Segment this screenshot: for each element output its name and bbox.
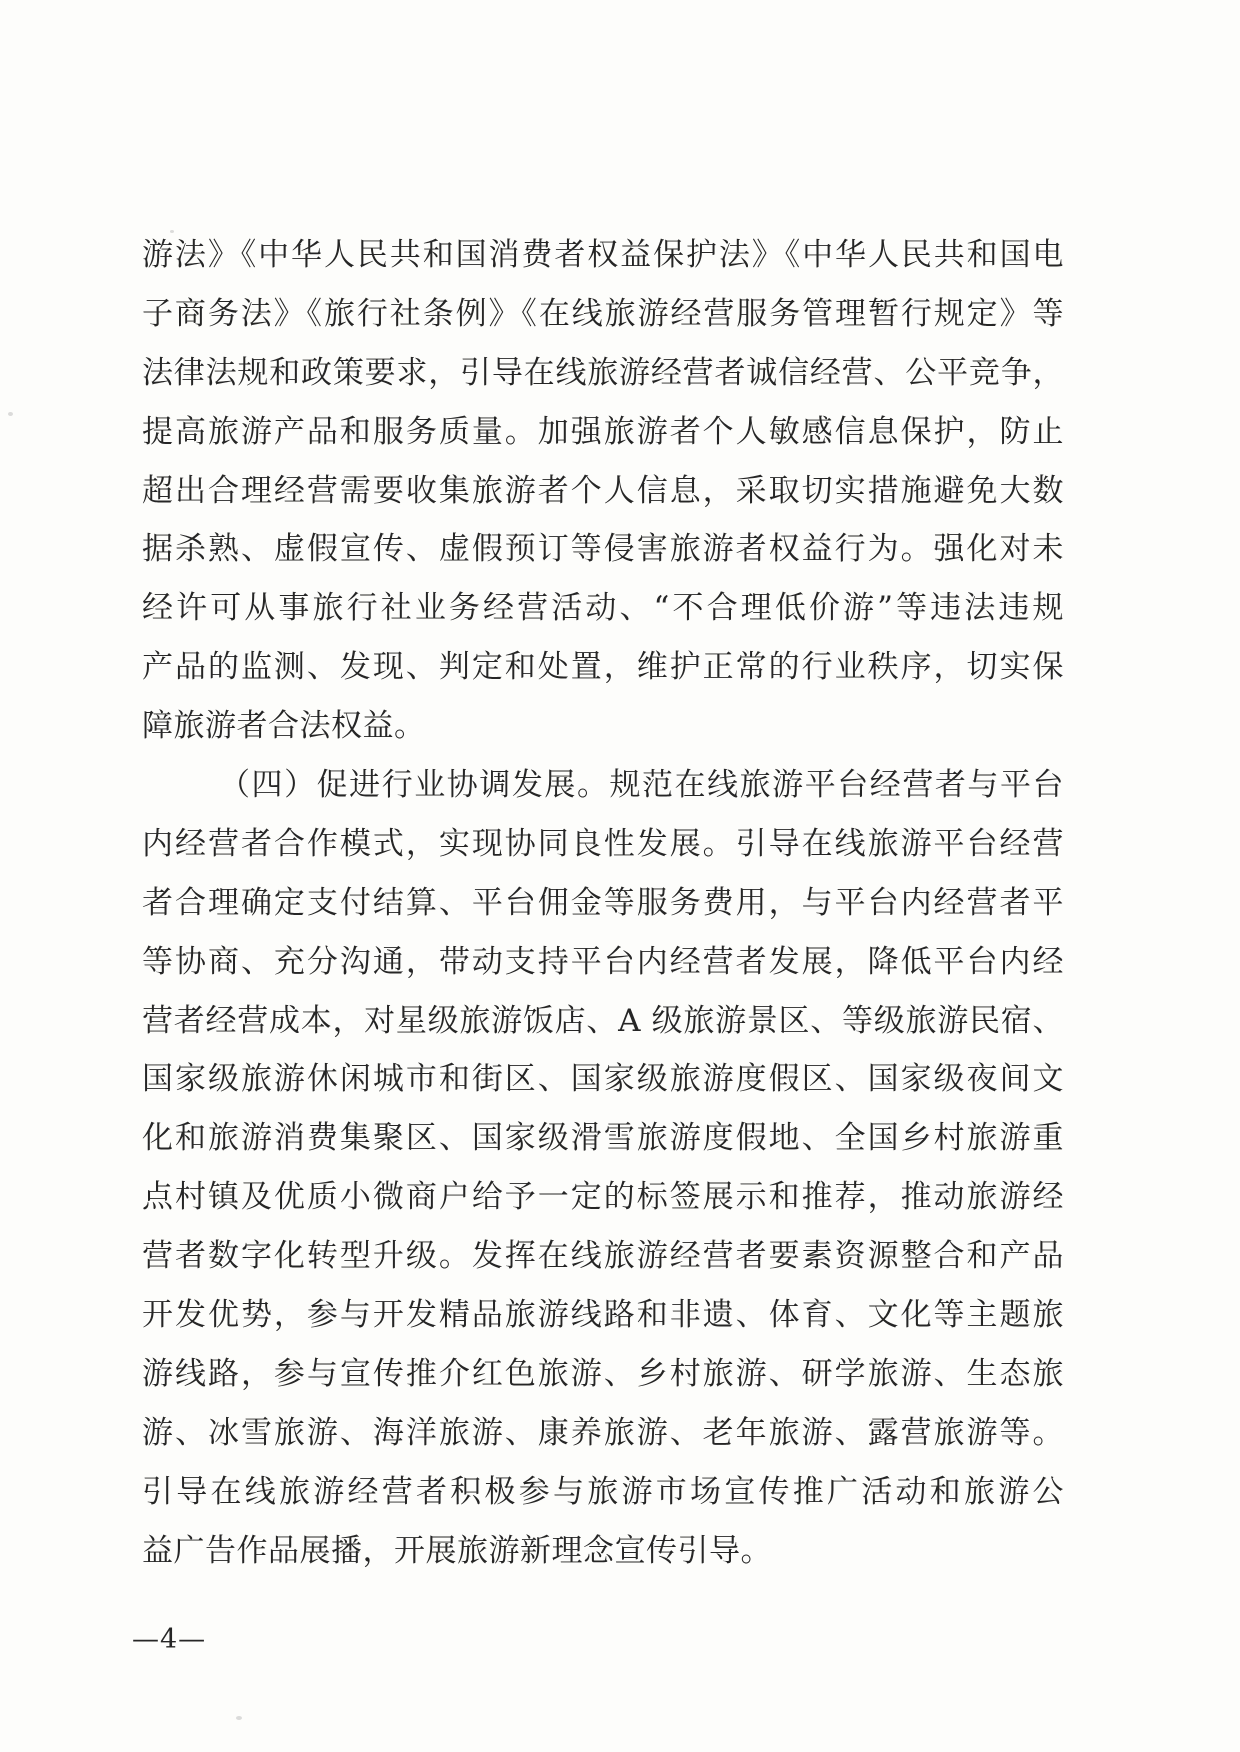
text-line: 国家级旅游休闲城市和街区、国家级旅游度假区、国家级夜间文 — [142, 1061, 1064, 1098]
text-line: 内经营者合作模式，实现协同良性发展。引导在线旅游平台经营 — [142, 825, 1064, 862]
page-number: —4— — [132, 1624, 207, 1655]
document-body — [142, 226, 1064, 1580]
text-line: 游线路，参与宣传推介红色旅游、乡村旅游、研学旅游、生态旅 — [142, 1355, 1064, 1392]
text-line: 引导在线旅游经营者积极参与旅游市场宣传推广活动和旅游公 — [142, 1473, 1064, 1510]
text-line paragraph-end: 益广告作品展播，开展旅游新理念宣传引导。 — [142, 1532, 772, 1569]
text-line: 法律法规和政策要求，引导在线旅游经营者诚信经营、公平竞争， — [142, 354, 1064, 391]
text-line: 等协商、充分沟通，带动支持平台内经营者发展，降低平台内经 — [142, 943, 1064, 980]
text-line: 营者数字化转型升级。发挥在线旅游经营者要素资源整合和产品 — [142, 1238, 1064, 1275]
text-line: 游、冰雪旅游、海洋旅游、康养旅游、老年旅游、露营旅游等。 — [142, 1414, 1064, 1451]
text-line paragraph-end: 障旅游者合法权益。 — [142, 708, 426, 745]
text-line: 开发优势，参与开发精品旅游线路和非遗、体育、文化等主题旅 — [142, 1297, 1064, 1334]
text-line: 点村镇及优质小微商户给予一定的标签展示和推荐，推动旅游经 — [142, 1179, 1064, 1216]
text-line: 产品的监测、发现、判定和处置，维护正常的行业秩序，切实保 — [142, 649, 1064, 686]
text-line: 子商务法》《旅行社条例》《在线旅游经营服务管理暂行规定》等 — [142, 295, 1064, 332]
text-line: 营者经营成本，对星级旅游饭店、A 级旅游景区、等级旅游民宿、 — [142, 1002, 1064, 1039]
text-line: 者合理确定支付结算、平台佣金等服务费用，与平台内经营者平 — [142, 884, 1064, 921]
scan-speckle — [236, 1716, 242, 1720]
text-line: 超出合理经营需要收集旅游者个人信息，采取切实措施避免大数 — [142, 472, 1064, 509]
scan-speckle — [8, 412, 13, 416]
text-line: 提高旅游产品和服务质量。加强旅游者个人敏感信息保护，防止 — [142, 413, 1064, 450]
text-line paragraph-start: （四）促进行业协调发展。规范在线旅游平台经营者与平台 — [219, 767, 1064, 804]
text-line: 化和旅游消费集聚区、国家级滑雪旅游度假地、全国乡村旅游重 — [142, 1120, 1064, 1157]
text-line: 游法》《中华人民共和国消费者权益保护法》《中华人民共和国电 — [142, 237, 1064, 273]
text-line: 经许可从事旅行社业务经营活动、“不合理低价游”等违法违规 — [142, 590, 1064, 627]
text-line: 据杀熟、虚假宣传、虚假预订等侵害旅游者权益行为。强化对未 — [142, 531, 1064, 568]
